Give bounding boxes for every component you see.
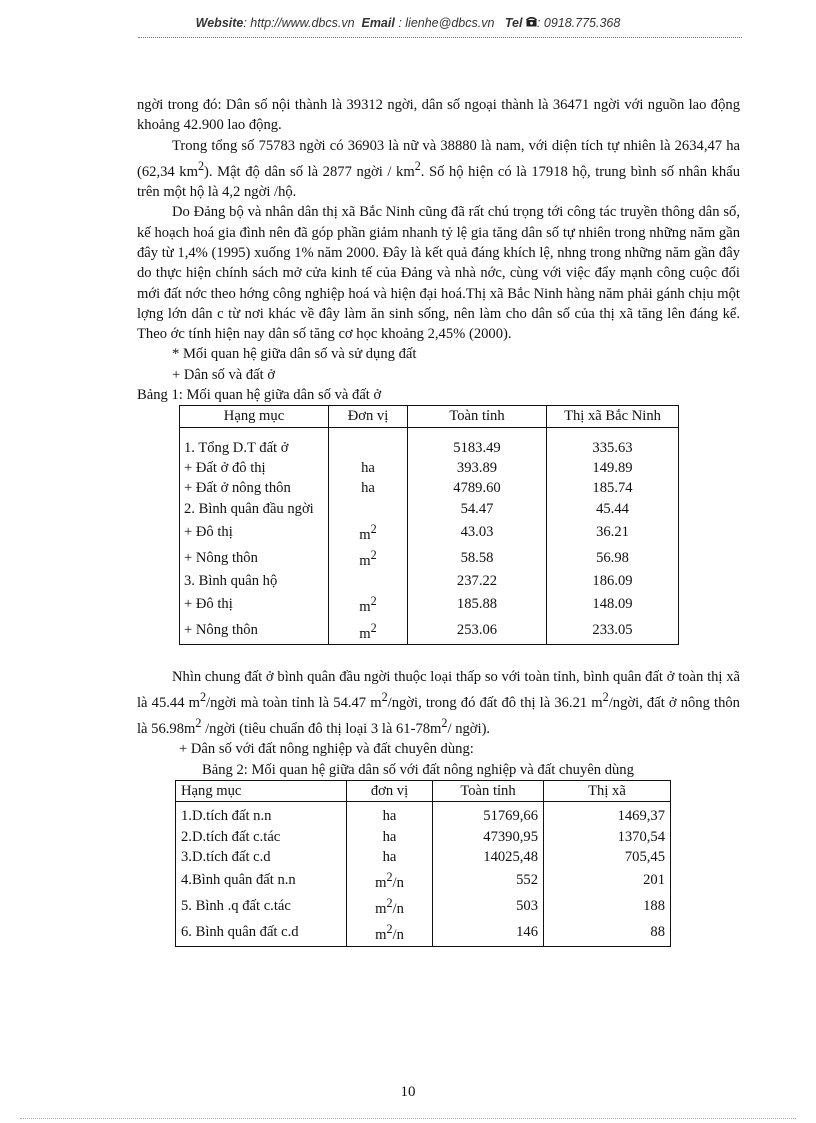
table1-header: Đơn vị — [329, 406, 408, 427]
paragraph-4: Nhìn chung đất ở bình quân đầu ngời thuộc loại thấp so với toàn tỉnh, bình quân đất ở toàn thị xã là 45.44 $m^2$/ngời mà toàn tỉnh là 54.47 $m^2$/ngời, trong đó đất đô thị là 36.21 $m^2$/ngời, đất ở nông thôn là $56.98m^2$ /ngời (tiêu chuẩn đô thị loại 3 là $61-78m^2/$ ngời). — [137, 668, 740, 738]
subsection-heading-residential: + Dân số và đất ở — [172, 366, 276, 383]
table1-header-row — [180, 406, 679, 427]
table-row: + Nông thôn $m^2$ 58.58 56.98 — [180, 545, 679, 571]
tel-label: Tel — [504, 16, 523, 30]
table2-caption: Bảng 2: Mối quan hệ giữa dân số với đất nông nghiệp và đất chuyên dùng — [202, 761, 634, 778]
section-heading-relation: * Mối quan hệ giữa dân số và sử dụng đất — [172, 346, 417, 363]
table-row: 1. Tổng D.T đất ở 5183.49 335.63 — [180, 438, 679, 458]
table2-header-row — [176, 780, 671, 801]
table-row: + Nông thôn $m^2$ 253.06 233.05 — [180, 618, 679, 645]
footer-divider — [20, 1118, 796, 1119]
document-body — [137, 95, 740, 947]
table2-header: đơn vị — [347, 780, 433, 801]
header-divider — [138, 37, 742, 38]
email-label: Email — [361, 16, 395, 30]
page-header — [0, 16, 816, 30]
phone-icon — [526, 16, 537, 30]
table-row: 1.D.tích đất n.n ha 51769,66 1469,37 — [176, 806, 671, 826]
table-row: 3. Bình quân hộ 237.22 186.09 — [180, 571, 679, 591]
paragraph-1: ngời trong đó: Dân số nội thành là 39312 ngời, dân số ngoại thành là 36471 ngời với nguồn lao động khoảng 42.900 lao động. — [137, 97, 740, 134]
paragraph-3: Do Đảng bộ và nhân dân thị xã Bắc Ninh cũng đã rất chú trọng tới công tác truyền thông dân số, kế hoạch hoá gia đình nên đã góp phần giảm nhanh tỷ lệ gia tăng dân số tự nhiên trong những năm gần đây từ 1,4% (1995) xuống 1% năm 2000. Đây là kết quả đáng khích lệ, nhng trong những năm gần đây do thực hiện chính sách mở cửa kinh tế của Đảng và nhà nớc, cùng với việc đẩy mạnh công cuộc đổi mới đất nớc theo hớng công nghiệp hoá và hiện đại hoá.Thị xã Bắc Ninh hàng năm phải gánh chịu một lợng lớn dân c từ nơi khác về đây làm ăn sinh sống, nên làm cho dân số của thị xã tăng lên đáng kể. Theo ớc tính hiện nay dân số tăng cơ học khoảng 2,45% (2000). — [137, 204, 740, 343]
table2-header: Thị xã — [544, 780, 671, 801]
table-row: + Đô thị $m^2$ 43.03 36.21 — [180, 519, 679, 545]
table-row: + Đất ở đô thị ha 393.89 149.89 — [180, 458, 679, 478]
table-row: + Đất ở nông thôn ha 4789.60 185.74 — [180, 478, 679, 498]
table1-caption: Bảng 1: Mối quan hệ giữa dân số và đất ở — [137, 387, 382, 404]
table1-header: Thị xã Bắc Ninh — [547, 406, 679, 427]
table-row: 4.Bình quân đất n.n $m^2/n$ 552 201 — [176, 867, 671, 893]
table-row: 6. Bình quân đất c.d $m^2/n$ 146 88 — [176, 919, 671, 946]
paragraph-2: Trong tổng số 75783 ngời có 36903 là nữ và 38880 là nam, với diện tích tự nhiên là 2634,47 ha (62,34 $km^2$). Mật độ dân số là 2877 ngời / $km^2$. Số hộ hiện có là 17918 hộ, trung bình số nhân khẩu trên một hộ là 4,2 ngời /hộ. — [137, 137, 740, 201]
website-label: Website — [195, 16, 244, 30]
table-row: 2. Bình quân đầu ngời 54.47 45.44 — [180, 499, 679, 519]
table1-header: Toàn tỉnh — [408, 406, 547, 427]
tel-value: : 0918.775.368 — [536, 16, 621, 30]
table2-header: Hạng mục — [176, 780, 347, 801]
table-row: 5. Bình .q đất c.tác $m^2/n$ 503 188 — [176, 893, 671, 919]
table-row: 3.D.tích đất c.d ha 14025,48 705,45 — [176, 847, 671, 867]
email-value: : lienhe@dbcs.vn — [398, 16, 495, 30]
website-value: : http://www.dbcs.vn — [243, 16, 355, 30]
page-number: 10 — [400, 1084, 416, 1100]
table-row: 2.D.tích đất c.tác ha 47390,95 1370,54 — [176, 827, 671, 847]
table-row: + Đô thị $m^2$ 185.88 148.09 — [180, 591, 679, 617]
table1 — [179, 405, 679, 644]
table2-header: Toàn tỉnh — [433, 780, 544, 801]
subsection-heading-agri: + Dân số với đất nông nghiệp và đất chuyên dùng: — [179, 741, 474, 758]
table2 — [175, 780, 671, 947]
table1-header: Hạng mục — [180, 406, 329, 427]
